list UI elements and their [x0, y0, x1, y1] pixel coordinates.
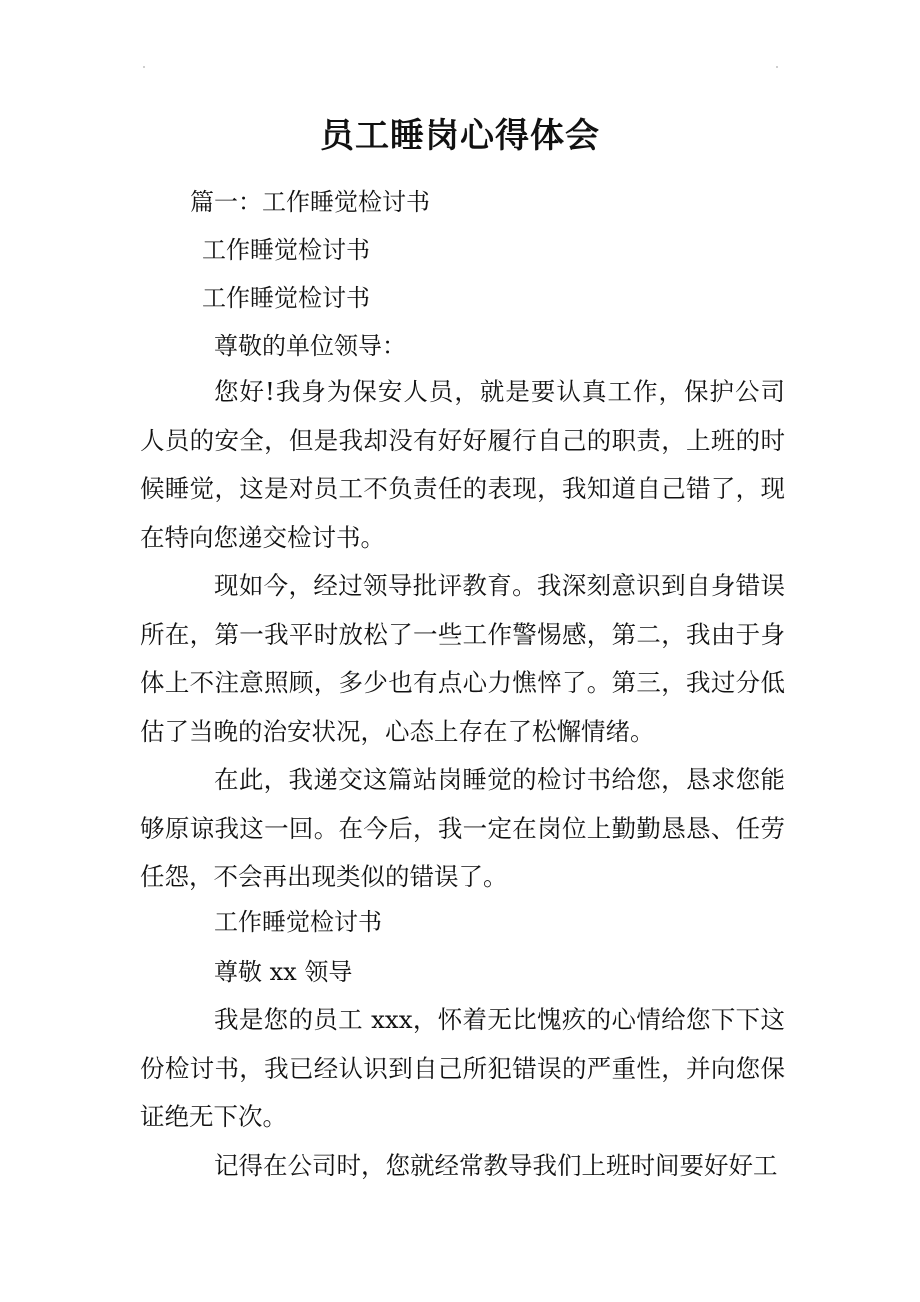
subtitle: 工作睡觉检讨书 [214, 908, 382, 936]
paragraph: 记得在公司时，您就经常教导我们上班时间要好好工 [214, 1151, 778, 1180]
subtitle: 工作睡觉检讨书 [202, 284, 370, 312]
paragraph: 我是您的员工 xxx，怀着无比愧疚的心情给您下下这份检讨书，我已经认识到自己所犯错误的严重性，并向您保证绝无下次。 [140, 1005, 785, 1131]
paragraph: 在此，我递交这篇站岗睡觉的检讨书给您，恳求您能够原谅我这一回。在今后，我一定在岗位上勤勤恳恳、任劳任怨，不会再出现类似的错误了。 [140, 765, 785, 891]
salutation: 尊敬 xx 领导 [214, 958, 353, 986]
salutation: 尊敬的单位领导： [214, 332, 406, 360]
section-heading: 篇一：工作睡觉检讨书 [190, 188, 430, 216]
paragraph: 您好!我身为保安人员，就是要认真工作，保护公司人员的安全，但是我却没有好好履行自己的职责，上班的时候睡觉，这是对员工不负责任的表现，我知道自己错了，现在特向您递交检讨书。 [140, 377, 785, 552]
document-title: 员工睡岗心得体会 [320, 116, 600, 156]
subtitle: 工作睡觉检讨书 [202, 236, 370, 264]
corner-mark [143, 66, 145, 68]
corner-mark [776, 66, 778, 68]
paragraph: 现如今，经过领导批评教育。我深刻意识到自身错误所在，第一我平时放松了一些工作警惕感，第二，我由于身体上不注意照顾，多少也有点心力憔悴了。第三，我过分低估了当晚的治安状况，心态上存在了松懈情绪。 [140, 571, 785, 746]
